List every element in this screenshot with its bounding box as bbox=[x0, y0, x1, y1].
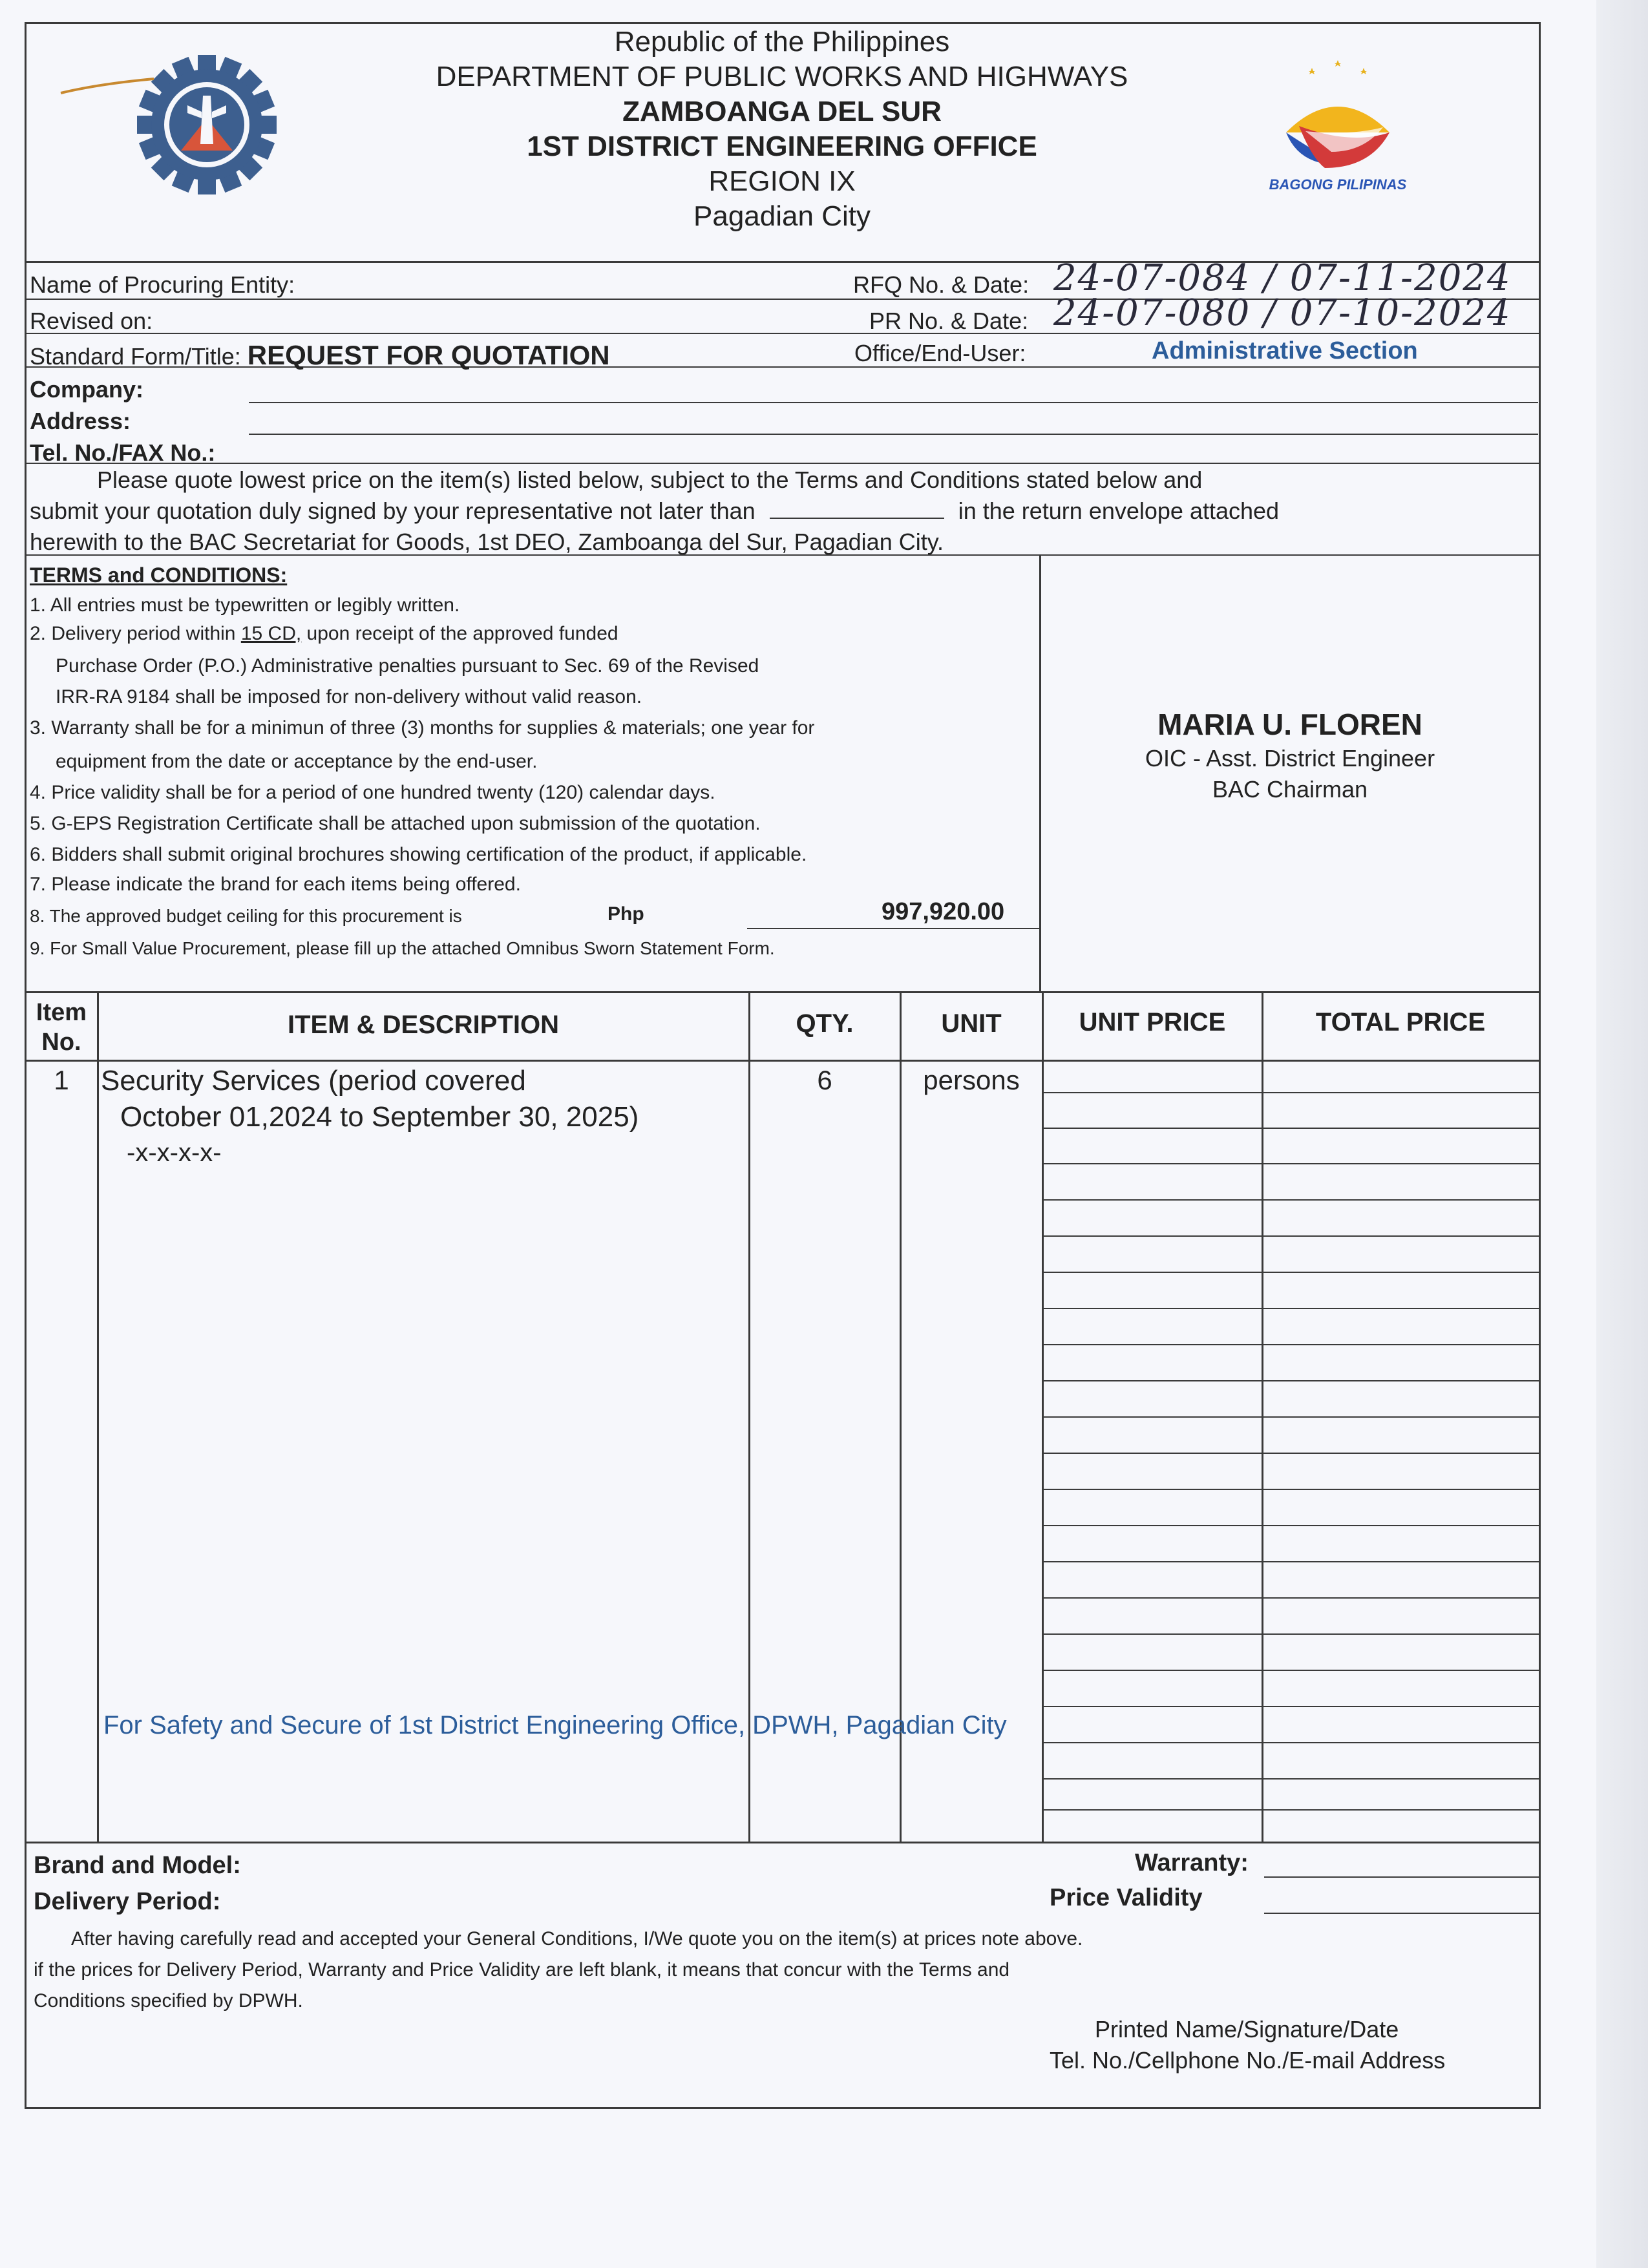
instruction-line-2b: in the return envelope attached bbox=[958, 498, 1280, 524]
term-2d: IRR-RA 9184 shall be imposed for non-delivery without valid reason. bbox=[56, 686, 642, 708]
procuring-entity-label: Name of Procuring Entity: bbox=[30, 271, 295, 298]
header-description: ITEM & DESCRIPTION bbox=[287, 1011, 560, 1039]
pr-value[interactable]: 24-07-080 / 07-10-2024 bbox=[1053, 292, 1512, 334]
header-district-office: 1ST DISTRICT ENGINEERING OFFICE bbox=[527, 131, 1037, 162]
term-4: 4. Price validity shall be for a period of one hundred twenty (120) calendar days. bbox=[30, 782, 715, 803]
term-5: 5. G-EPS Registration Certificate shall be attached upon submission of the quotation. bbox=[30, 813, 761, 834]
term-2c: Purchase Order (P.O.) Administrative penalties pursuant to Sec. 69 of the Revised bbox=[56, 655, 759, 677]
term-2-underline: 15 CD, bbox=[240, 623, 302, 644]
term-2a: 2. Delivery period within bbox=[30, 623, 236, 644]
brand-model-label: Brand and Model: bbox=[34, 1852, 241, 1879]
signature-caption: Printed Name/Signature/Date bbox=[1095, 2016, 1399, 2042]
term-1: 1. All entries must be typewritten or legibly written. bbox=[30, 594, 460, 616]
term-9: 9. For Small Value Procurement, please fill up the attached Omnibus Sworn Statement Form. bbox=[30, 938, 775, 958]
bagong-pilipinas-logo bbox=[1241, 55, 1435, 197]
signatory-name: MARIA U. FLOREN bbox=[1157, 708, 1422, 741]
company-label: Company: bbox=[30, 376, 144, 403]
signatory-title: OIC - Asst. District Engineer bbox=[1145, 745, 1435, 772]
row1-qty: 6 bbox=[817, 1065, 832, 1095]
header-republic: Republic of the Philippines bbox=[614, 26, 950, 58]
row1-desc-3: -x-x-x-x- bbox=[127, 1139, 222, 1167]
deadline-field[interactable] bbox=[770, 498, 944, 519]
delivery-period-label: Delivery Period: bbox=[34, 1888, 221, 1915]
footer-note-2: if the prices for Delivery Period, Warranty and Price Validity are left blank, it means that concur with the Terms and bbox=[34, 1959, 1010, 1980]
header-province: ZAMBOANGA DEL SUR bbox=[622, 96, 942, 127]
rfq-value[interactable]: 24-07-084 / 07-11-2024 bbox=[1053, 257, 1512, 299]
address-label: Address: bbox=[30, 408, 131, 434]
form-title-value: REQUEST FOR QUOTATION bbox=[247, 340, 610, 370]
header-city: Pagadian City bbox=[693, 200, 871, 232]
dpwh-logo bbox=[120, 53, 294, 196]
revised-label: Revised on: bbox=[30, 308, 153, 334]
header-region: REGION IX bbox=[708, 165, 856, 197]
term-7: 7. Please indicate the brand for each items being offered. bbox=[30, 874, 521, 895]
warranty-field-line[interactable] bbox=[1264, 1876, 1539, 1878]
address-field-line[interactable] bbox=[249, 434, 1538, 435]
footer-note-1: After having carefully read and accepted your General Conditions, I/We quote you on the item(s) at prices note above. bbox=[71, 1928, 1083, 1949]
header-unit-price: UNIT PRICE bbox=[1079, 1008, 1226, 1036]
office-label: Office/End-User: bbox=[854, 340, 1026, 366]
purpose-text: For Safety and Secure of 1st District Engineering Office, DPWH, Pagadian City bbox=[103, 1711, 1007, 1739]
instruction-line-2a: submit your quotation duly signed by your representative not later than bbox=[30, 498, 755, 524]
header-no: No. bbox=[41, 1029, 81, 1056]
term-2b: upon receipt of the approved funded bbox=[306, 623, 618, 644]
footer-note-3: Conditions specified by DPWH. bbox=[34, 1990, 303, 2011]
row1-unit: persons bbox=[923, 1065, 1020, 1095]
term-3b: equipment from the date or acceptance by the end-user. bbox=[56, 751, 538, 772]
term-3a: 3. Warranty shall be for a minimun of three (3) months for supplies & materials; one year for bbox=[30, 717, 815, 739]
company-field-line[interactable] bbox=[249, 402, 1538, 403]
page-edge-shadow bbox=[1596, 0, 1648, 2268]
term-8-currency: Php bbox=[607, 903, 644, 925]
abc-amount: 997,920.00 bbox=[882, 898, 1005, 925]
terms-heading: TERMS and CONDITIONS: bbox=[30, 563, 288, 587]
bagong-pilipinas-text: BAGONG PILIPINAS bbox=[1269, 176, 1407, 193]
rfq-label: RFQ No. & Date: bbox=[853, 271, 1030, 298]
term-8: 8. The approved budget ceiling for this procurement is bbox=[30, 906, 462, 926]
instruction-line-3: herewith to the BAC Secretariat for Goods, 1st DEO, Zamboanga del Sur, Pagadian City. bbox=[30, 529, 944, 555]
header-total-price: TOTAL PRICE bbox=[1315, 1008, 1486, 1036]
warranty-label: Warranty: bbox=[1135, 1849, 1249, 1876]
term-6: 6. Bidders shall submit original brochures showing certification of the product, if applicable. bbox=[30, 844, 807, 865]
row1-item-no: 1 bbox=[54, 1065, 69, 1095]
header-item: Item bbox=[36, 999, 87, 1026]
pr-label: PR No. & Date: bbox=[869, 308, 1029, 334]
header-department: DEPARTMENT OF PUBLIC WORKS AND HIGHWAYS bbox=[436, 61, 1128, 92]
price-validity-field-line[interactable] bbox=[1264, 1913, 1539, 1914]
row1-desc-2: October 01,2024 to September 30, 2025) bbox=[120, 1101, 639, 1133]
instruction-line-1: Please quote lowest price on the item(s) listed below, subject to the Terms and Conditions stated below and bbox=[97, 467, 1203, 493]
header-qty: QTY. bbox=[796, 1009, 854, 1038]
tel-fax-label: Tel. No./FAX No.: bbox=[30, 439, 216, 466]
contact-caption: Tel. No./Cellphone No./E-mail Address bbox=[1050, 2047, 1446, 2074]
price-validity-label: Price Validity bbox=[1050, 1884, 1203, 1911]
office-value: Administrative Section bbox=[1152, 337, 1418, 364]
row1-desc-1: Security Services (period covered bbox=[101, 1065, 526, 1097]
stray-mark bbox=[59, 76, 156, 96]
form-title-label: Standard Form/Title: bbox=[30, 343, 241, 370]
header-unit: UNIT bbox=[941, 1009, 1002, 1038]
signatory-role: BAC Chairman bbox=[1212, 776, 1368, 803]
